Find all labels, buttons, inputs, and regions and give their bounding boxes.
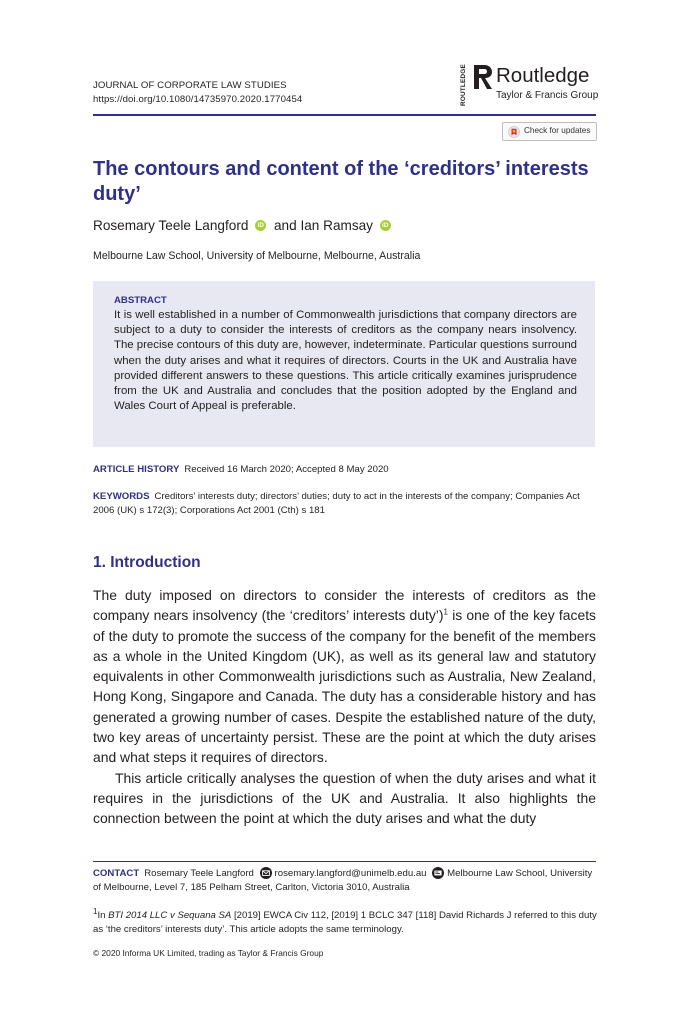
orcid-icon[interactable]: iD bbox=[380, 220, 391, 231]
journal-name: JOURNAL OF CORPORATE LAW STUDIES bbox=[93, 80, 287, 91]
abstract-text: It is well established in a number of Commonwealth jurisdictions that company directors are subject to a duty to consider the interests of creditors as the company nears insolvency. The precise contours of this duty are, however, indeterminate. Particular questions surround when the duty arises and what it requires of directors. Courts in the UK and Australia have provided different answers to these questions. This article critically examines jurisprudence from the UK and Australia and concludes that the position adopted by the England and Wales Court of Appeal is preferable. bbox=[114, 309, 577, 413]
publisher-logo bbox=[460, 60, 600, 108]
publisher-vertical-text: ROUTLEDGE bbox=[460, 64, 467, 106]
footnote bbox=[93, 906, 598, 936]
section-heading: 1. Introduction bbox=[93, 554, 201, 571]
paragraph-text: is one of the key facets of the duty to promote the success of the company for the benefit of the members as a whole in the United Kingdom (UK), as well as its general law and statutory equivalents in other Commonwealth jurisdictions such as Australia, New Zealand, Hong Kong, Singapore and Canada. The duty has a considerable history and has generated a growing number of cases. Despite the established nature of the duty, two key areas of uncertainty persist. These are the point at which the duty arises and what steps it requires of directors. bbox=[93, 607, 596, 766]
author-line bbox=[93, 217, 395, 233]
publisher-name: Routledge bbox=[496, 64, 590, 87]
abstract-heading: ABSTRACT bbox=[114, 295, 167, 306]
contact-email[interactable]: rosemary.langford@unimelb.edu.au bbox=[274, 868, 427, 879]
crossmark-icon bbox=[508, 126, 520, 138]
doi-link[interactable]: https://doi.org/10.1080/14735970.2020.1770454 bbox=[93, 94, 303, 105]
paragraph bbox=[93, 585, 596, 768]
copyright: © 2020 Informa UK Limited, trading as Taylor & Francis Group bbox=[93, 948, 324, 958]
contact-info bbox=[93, 867, 598, 895]
history-text: Received 16 March 2020; Accepted 8 May 2020 bbox=[184, 464, 389, 475]
publisher-subtitle: Taylor & Francis Group bbox=[496, 90, 599, 101]
paragraph: This article critically analyses the question of when the duty arises and what it requires in the jurisdictions of the UK and Australia. It also highlights the connection between the point at which the duty arises and what the duty bbox=[93, 769, 596, 827]
check-for-updates-label: Check for updates bbox=[524, 126, 591, 135]
contact-name: Rosemary Teele Langford bbox=[144, 868, 254, 879]
routledge-r-icon bbox=[472, 64, 494, 90]
contact-address: Melbourne Law School, University of Melbourne, Level 7, 185 Pelham Street, Carlton, Victoria 3010, Australia bbox=[93, 868, 593, 893]
author-2[interactable]: Ian Ramsay bbox=[300, 217, 373, 233]
author-conjunction: and bbox=[273, 217, 297, 233]
body-text bbox=[93, 585, 596, 829]
keywords bbox=[93, 490, 598, 517]
article-history bbox=[93, 464, 389, 475]
orcid-icon[interactable]: iD bbox=[255, 220, 266, 231]
abstract-box bbox=[93, 281, 595, 447]
footnote-ref[interactable]: 1 bbox=[443, 607, 448, 617]
keywords-label: KEYWORDS bbox=[93, 491, 150, 502]
address-icon bbox=[432, 867, 444, 879]
article-title: The contours and content of the ‘creditors’ interests duty’ bbox=[93, 158, 589, 205]
check-for-updates-button[interactable] bbox=[502, 122, 597, 141]
header-divider bbox=[93, 114, 596, 116]
affiliation: Melbourne Law School, University of Melbourne, Melbourne, Australia bbox=[93, 250, 421, 262]
author-1[interactable]: Rosemary Teele Langford bbox=[93, 217, 249, 233]
footnote-pre: In bbox=[97, 910, 109, 921]
footnote-number: 1 bbox=[93, 906, 98, 916]
paragraph-text: The duty imposed on directors to consider the interests of creditors as the company nears insolvency (the ‘creditors’ interests duty’) bbox=[93, 587, 596, 624]
footnote-case-name: BTI 2014 LLC v Sequana SA bbox=[108, 910, 232, 921]
contact-label: CONTACT bbox=[93, 868, 140, 879]
footer-divider bbox=[93, 861, 596, 862]
footnote-text: [2019] EWCA Civ 112, [2019] 1 BCLC 347 [118] David Richards J referred to this duty as ‘the creditors’ interests duty’. This article adopts the same terminology. bbox=[93, 910, 597, 935]
email-icon bbox=[260, 867, 272, 879]
keywords-text: Creditors’ interests duty; directors’ duties; duty to act in the interests of the company; Companies Act 2006 (UK) s 172(3); Corporations Act 2001 (Cth) s 181 bbox=[93, 491, 580, 516]
history-label: ARTICLE HISTORY bbox=[93, 464, 180, 475]
